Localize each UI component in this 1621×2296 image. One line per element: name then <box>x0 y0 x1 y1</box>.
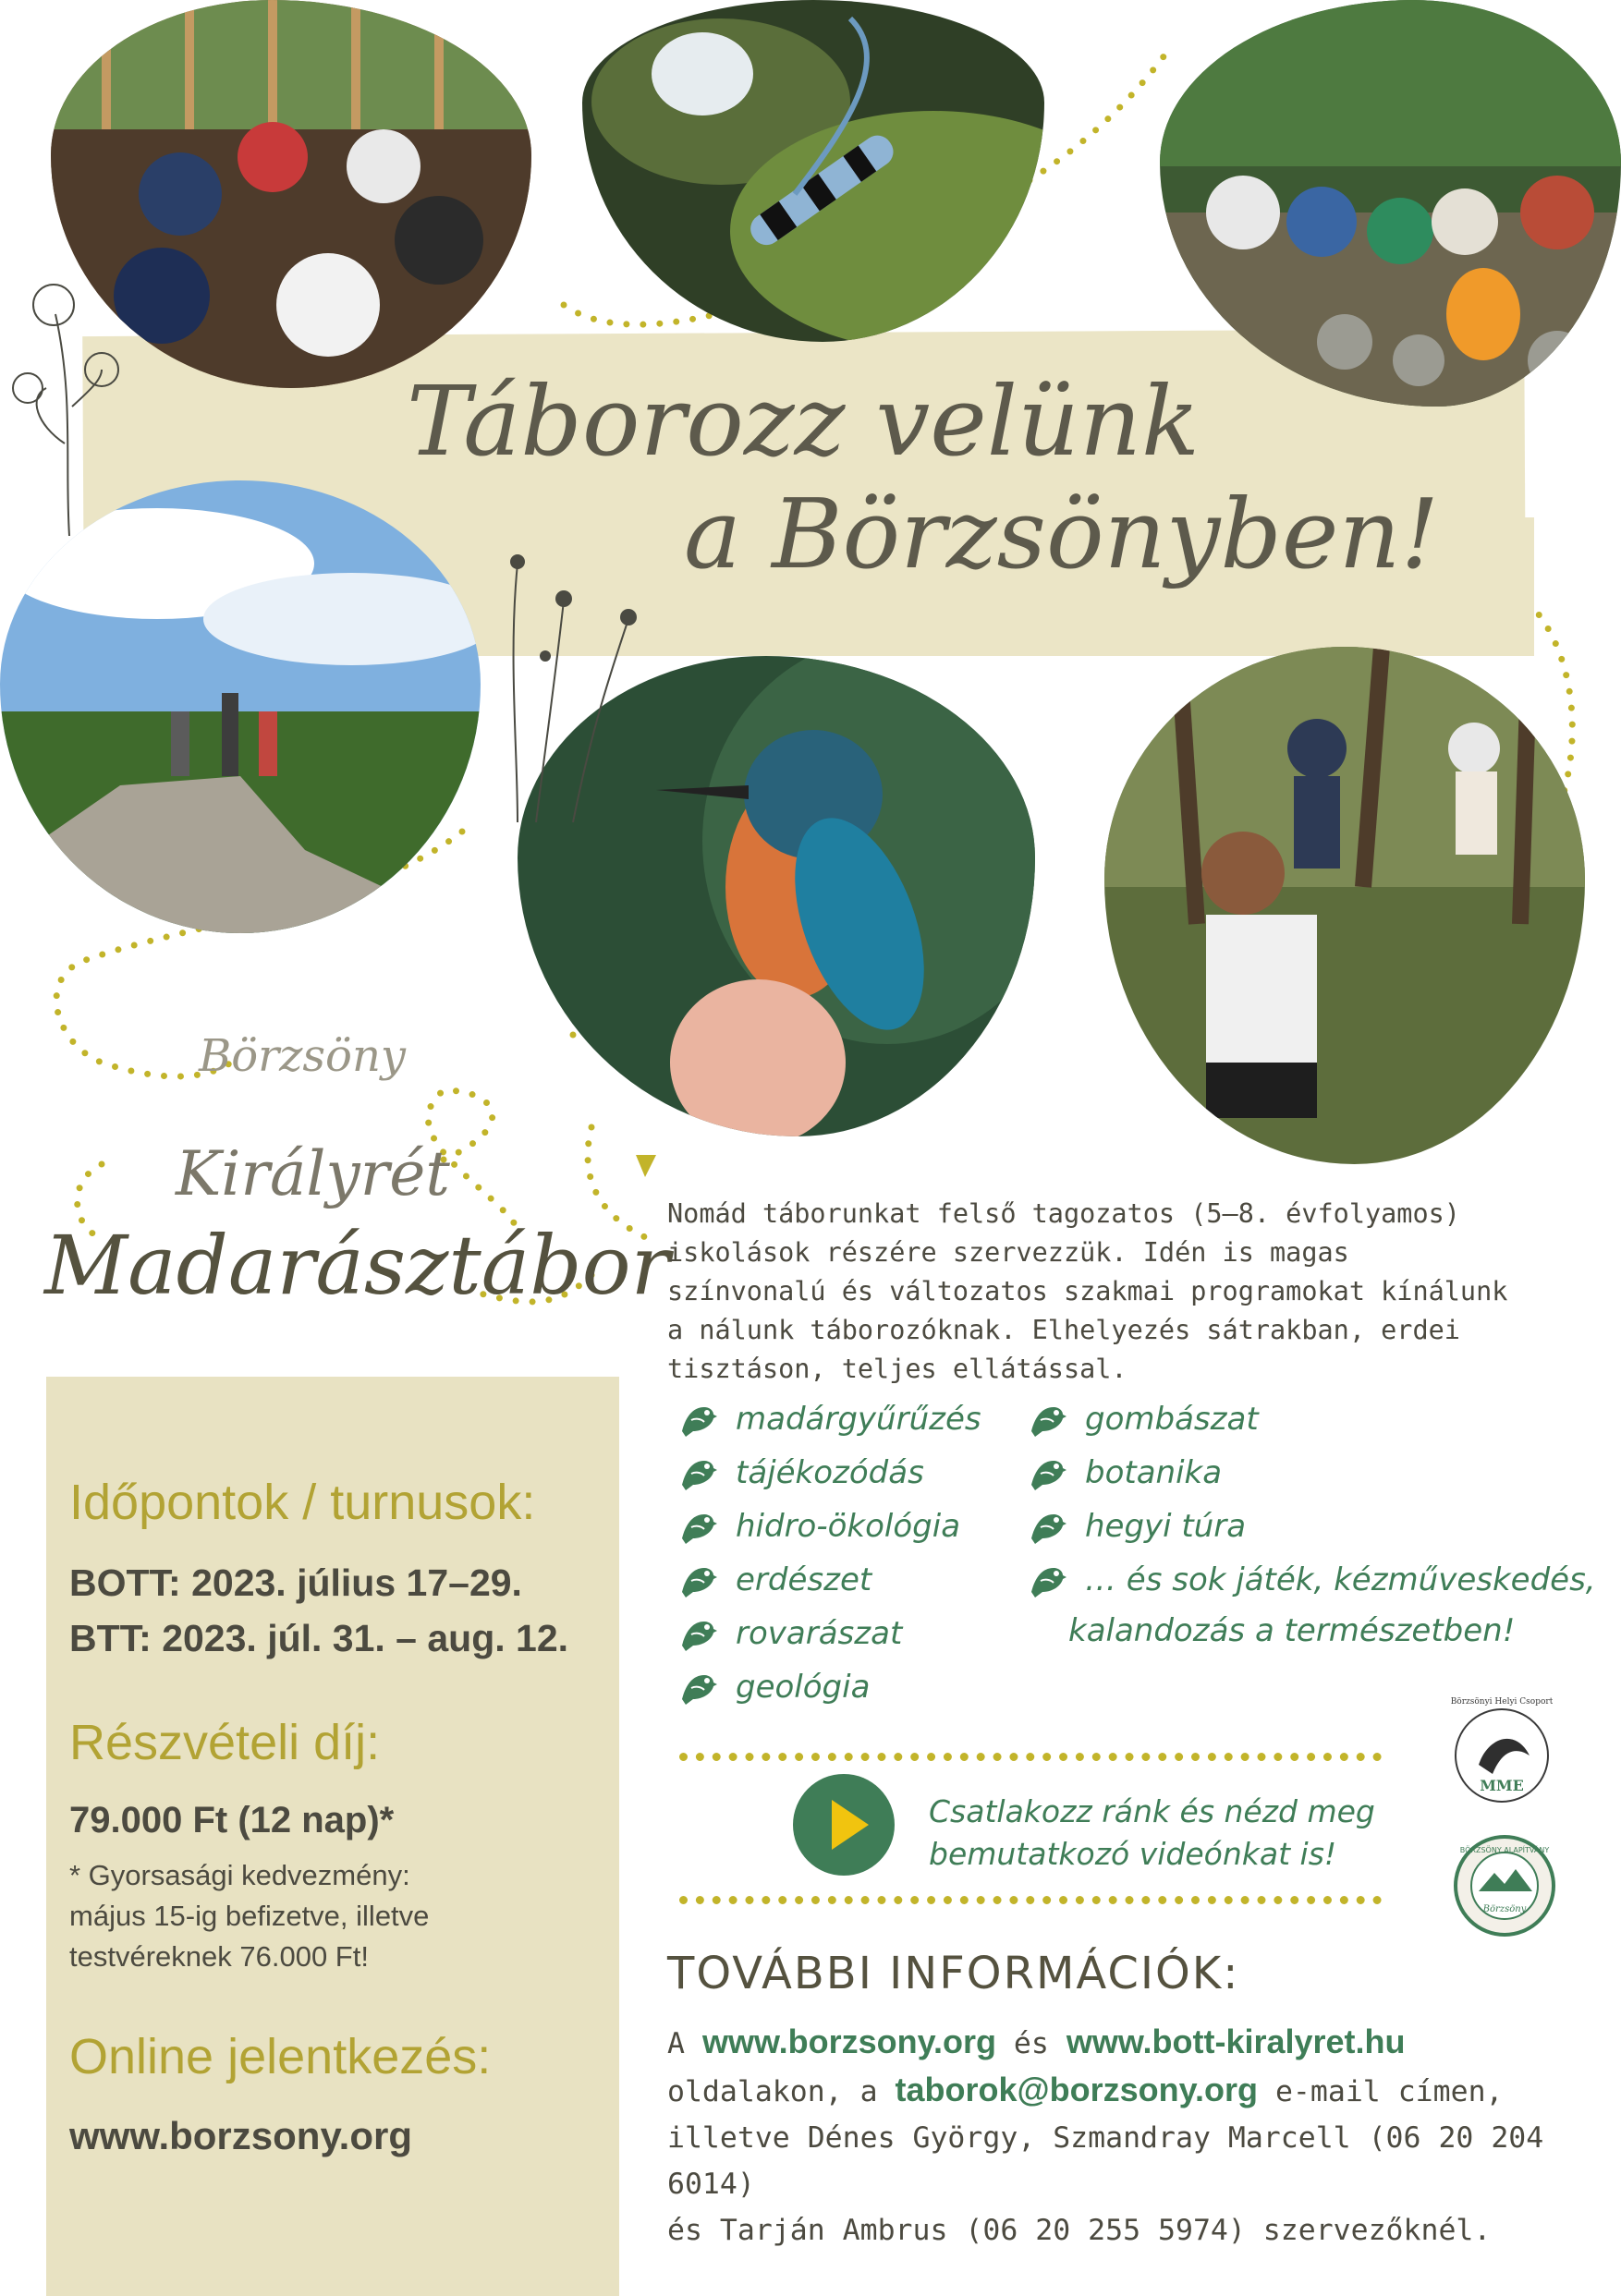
info-line-4: és Tarján Ambrus (06 20 255 5974) szervezőknél. <box>667 2214 1492 2247</box>
alap-name: Börzsöny <box>1482 1904 1527 1914</box>
fee-note-3: testvéreknek 76.000 Ft! <box>69 1940 369 1973</box>
borzsony-alapitvany-logo <box>1453 1834 1556 1938</box>
bird-icon <box>676 1452 717 1492</box>
video-text-line-1: Csatlakozz ránk és nézd meg <box>929 1793 1375 1829</box>
activity-item <box>1026 1505 1246 1546</box>
activity-item <box>676 1452 924 1492</box>
bird-icon <box>676 1612 717 1653</box>
mme-caption: Börzsönyi Helyi Csoport <box>1451 1697 1553 1707</box>
link-bott-kiralyret[interactable]: www.bott-kiralyret.hu <box>1066 2023 1406 2060</box>
bird-icon <box>1026 1452 1066 1492</box>
fee-note-1: * Gyorsasági kedvezmény: <box>69 1859 410 1891</box>
activity-label: rovarászat <box>736 1615 903 1652</box>
camp-region: Börzsöny <box>199 1030 406 1082</box>
email-link[interactable]: taborok@borzsony.org <box>895 2071 1258 2108</box>
activity-label: gombászat <box>1085 1401 1259 1438</box>
further-info-heading: TOVÁBBI INFORMÁCIÓK: <box>667 1948 1240 1999</box>
video-text-line-2: bemutatkozó videónkat is! <box>929 1836 1337 1872</box>
separator-bottom <box>679 1896 1382 1904</box>
play-icon <box>793 1774 895 1876</box>
activity-label: botanika <box>1085 1454 1223 1491</box>
dates-heading: Időpontok / turnusok: <box>69 1475 536 1530</box>
activity-item <box>676 1559 871 1599</box>
activity-item <box>1026 1452 1222 1492</box>
bird-icon <box>676 1559 717 1599</box>
fee-heading: Részvételi díj: <box>69 1715 381 1770</box>
dates-line-1: BOTT: 2023. július 17–29. <box>69 1561 522 1604</box>
title-line-2: a Börzsönyben! <box>684 478 1440 590</box>
camp-name: Madarásztábor <box>44 1218 670 1313</box>
flower-sketch-left <box>0 259 139 536</box>
activity-label: hidro-ökológia <box>736 1508 961 1545</box>
bird-icon <box>1026 1398 1066 1439</box>
main-title <box>407 365 1534 590</box>
mme-logo <box>1451 1691 1553 1811</box>
activity-label: hegyi túra <box>1085 1508 1247 1545</box>
activity-label: kalandozás a természetben! <box>1068 1612 1516 1649</box>
alap-caption: BÖRZSÖNY ALAPÍTVÁNY <box>1459 1846 1550 1854</box>
info-text-a: A <box>667 2027 685 2060</box>
bird-icon <box>676 1666 717 1707</box>
video-text[interactable] <box>929 1791 1375 1876</box>
activity-label: madárgyűrűzés <box>736 1401 981 1438</box>
fee-note-2: május 15-ig befizetve, illetve <box>69 1900 430 1932</box>
further-info-text <box>667 2019 1554 2253</box>
activity-item <box>1026 1559 1596 1599</box>
title-line-1: Táborozz velünk <box>407 365 1200 478</box>
camp-place: Királyrét <box>176 1138 450 1209</box>
link-borzsony[interactable]: www.borzsony.org <box>701 2023 996 2060</box>
activity-item <box>676 1666 870 1707</box>
activity-item <box>676 1505 960 1546</box>
separator-top <box>679 1753 1382 1761</box>
mme-mark: MME <box>1480 1777 1524 1794</box>
bird-icon <box>1026 1559 1066 1599</box>
info-text-es: és <box>1013 2027 1049 2060</box>
online-url[interactable]: www.borzsony.org <box>69 2114 413 2157</box>
bird-icon <box>1026 1505 1066 1546</box>
activity-label: tájékozódás <box>736 1454 924 1491</box>
info-text-mid1: oldalakon, a <box>667 2075 878 2108</box>
activity-item <box>1026 1398 1259 1439</box>
activity-item <box>1068 1612 1515 1649</box>
activity-label: geológia <box>736 1669 871 1706</box>
dates-line-2: BTT: 2023. júl. 31. – aug. 12. <box>69 1617 569 1659</box>
intro-text: Nomád táborunkat felső tagozatos (5–8. évfolyamos) iskolások részére szervezzük. Idén is magas színvonalú és változatos szakmai programokat kínálunk a nálunk táborozóknak. Elhelyezés sátrakban, erdei tisztáson, teljes ellátással. <box>667 1198 1508 1384</box>
bird-icon <box>676 1505 717 1546</box>
fee-price: 79.000 Ft (12 nap)* <box>69 1800 395 1840</box>
activity-label: … és sok játék, kézműveskedés, <box>1085 1561 1596 1598</box>
info-line-3: illetve Dénes György, Szmandray Marcell (06 20 204 6014) <box>667 2121 1544 2201</box>
activity-item <box>676 1398 981 1439</box>
bird-icon <box>676 1398 717 1439</box>
online-heading: Online jelentkezés: <box>69 2029 492 2084</box>
activity-item <box>676 1612 902 1653</box>
activity-label: erdészet <box>736 1561 872 1598</box>
play-button[interactable] <box>793 1774 895 1876</box>
info-text-mid2: e-mail címen, <box>1274 2075 1504 2108</box>
